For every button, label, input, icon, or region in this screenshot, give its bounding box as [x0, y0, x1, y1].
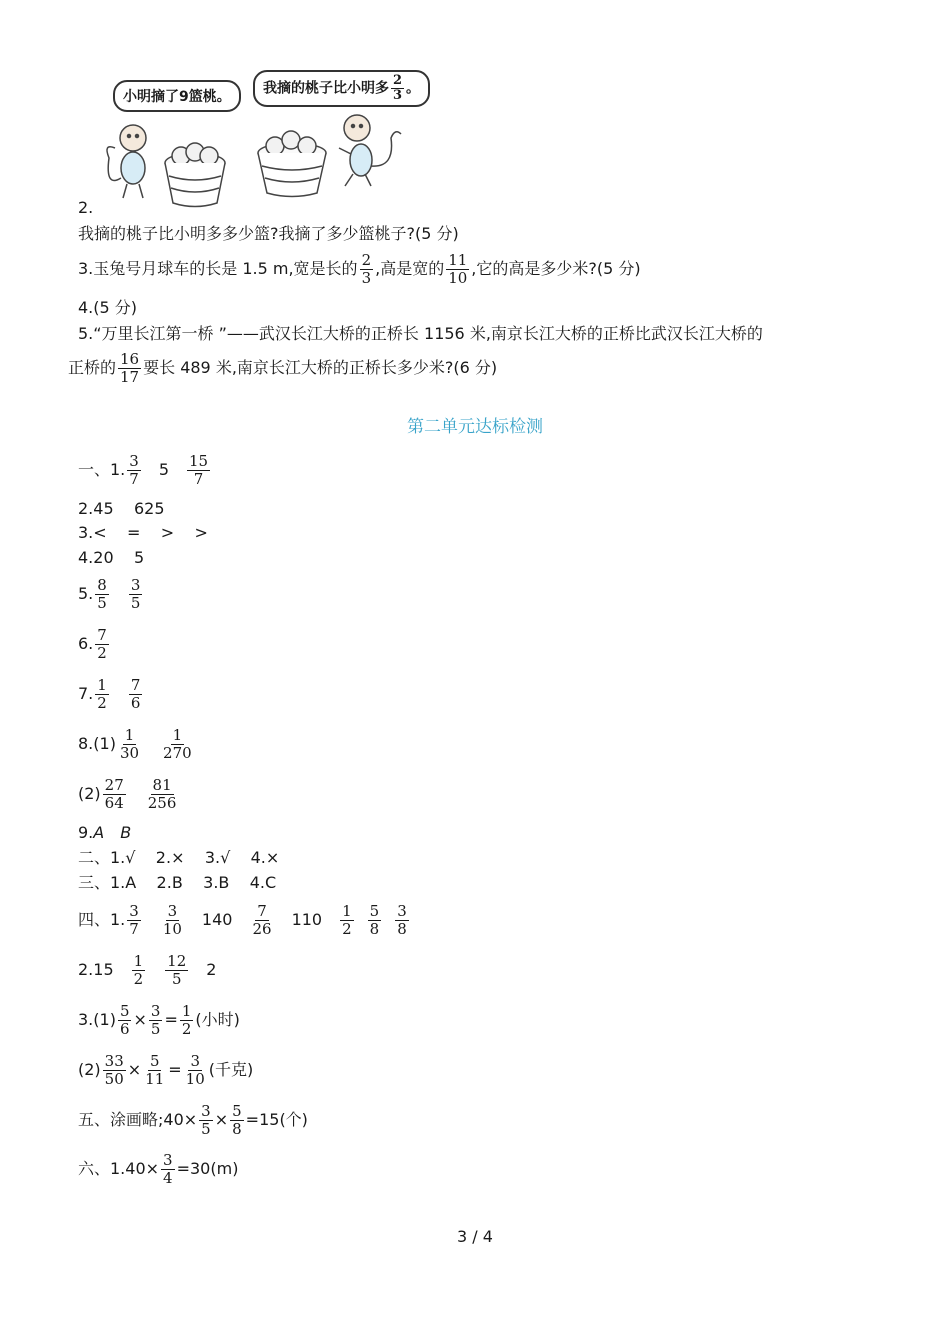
fraction-denominator: 10 — [448, 269, 468, 287]
fraction-numerator: 1 — [97, 676, 107, 694]
fraction-denominator: 6 — [119, 1020, 130, 1038]
fraction — [184, 1053, 207, 1088]
fraction-denominator: 5 — [130, 594, 141, 612]
fraction-denominator: 8 — [397, 920, 407, 938]
fraction-numerator: 5 — [232, 1102, 242, 1120]
fraction-denominator: 5 — [171, 970, 182, 988]
fraction — [103, 1053, 126, 1088]
fraction-denominator: 2 — [97, 644, 107, 662]
fraction-denominator: 5 — [97, 594, 107, 612]
fraction-denominator: 3 — [361, 269, 372, 287]
fraction — [250, 903, 273, 938]
fraction-numerator: 2 — [393, 73, 403, 88]
illustration — [95, 68, 445, 213]
fraction — [143, 1053, 166, 1088]
fraction-numerator: 5 — [369, 902, 380, 920]
answer-row-5: 5. $\frac{8}{5}$ $\frac{3}{5}$ — [78, 576, 141, 612]
answer-row-11: 二、1.√ 2.× 3.√ 4.× — [78, 848, 280, 867]
fraction-numerator: 3 — [190, 1052, 200, 1070]
answer-row-7: 7. $\frac{1}{2}$ $\frac{7}{6}$ — [78, 676, 141, 712]
left-monkey-icon — [107, 125, 146, 198]
right-monkey-icon — [339, 115, 401, 186]
answer-row-17: 五、涂画略;40× $\frac{3}{5}$ × $\frac{5}{8}$ =15(个) — [78, 1102, 308, 1138]
fraction-denominator: 11 — [145, 1070, 165, 1088]
fraction — [360, 252, 374, 287]
fraction-numerator: 1 — [133, 952, 144, 970]
page-number: 3 / 4 — [457, 1227, 493, 1246]
answer-row-15: 3.(1) $\frac{5}{6}$ × $\frac{3}{5}$ = $\frac{1}{2}$ (小时) — [78, 1002, 240, 1038]
answer-row-10: 9.A B — [78, 823, 132, 842]
fraction-denominator: 2 — [342, 920, 352, 938]
fraction-denominator: 64 — [104, 794, 124, 812]
fraction — [129, 677, 143, 712]
fraction — [446, 252, 469, 287]
answer-row-14: 2.15 $\frac{1}{2}$ $\frac{12}{5}$ 2 — [78, 952, 217, 988]
fraction-numerator: 81 — [152, 776, 172, 794]
fraction-denominator: 50 — [104, 1070, 124, 1088]
fraction — [132, 953, 146, 988]
fraction-denominator: 10 — [162, 920, 182, 938]
fraction-denominator: 7 — [129, 920, 139, 938]
fraction — [118, 1003, 132, 1038]
fraction-numerator: 3 — [129, 452, 139, 470]
answer-row-9: (2) $\frac{27}{64}$ $\frac{81}{256}$ — [78, 776, 177, 812]
fraction-denominator: 6 — [130, 694, 141, 712]
fraction-numerator: 3 — [201, 1102, 211, 1120]
fraction-denominator: 7 — [193, 470, 204, 488]
fraction-numerator: 3 — [163, 1151, 173, 1169]
fraction — [199, 1103, 213, 1138]
fraction-numerator: 5 — [119, 1002, 130, 1020]
answer-row-13: 四、1. $\frac{3}{7}$ $\frac{3}{10}$ 140 $\frac{7}{26}$ 110 $\frac{1}{2}$ $\frac{5}{8}$ $\frac{3}{8}$ — [78, 902, 407, 938]
right-basket-icon — [258, 131, 326, 197]
fraction — [161, 1152, 175, 1187]
fraction-numerator: 7 — [257, 902, 267, 920]
question-5-line1: 5.“万里长江第一桥 ”——武汉长江大桥的正桥长 1156 米,南京长江大桥的正桥比武汉长江大桥的 — [78, 324, 763, 343]
fraction — [165, 953, 188, 988]
speech-bubble-monkey: 我摘的桃子比小明多 $\frac{2}{3}$ 。 — [253, 70, 430, 107]
fraction-numerator: 11 — [448, 251, 468, 269]
fraction — [230, 1103, 244, 1138]
speech-bubble-xiaoming: 小明摘了9篮桃。 — [113, 80, 241, 112]
fraction-denominator: 4 — [163, 1169, 173, 1187]
fraction-numerator: 7 — [97, 626, 107, 644]
fraction-denominator: 5 — [150, 1020, 161, 1038]
fraction-numerator: 16 — [120, 350, 140, 368]
fraction-denominator: 10 — [185, 1070, 205, 1088]
fraction-denominator: 5 — [201, 1120, 211, 1138]
fraction — [149, 1003, 163, 1038]
fraction — [95, 627, 109, 662]
fraction-numerator: 1 — [342, 902, 352, 920]
fraction — [395, 903, 409, 938]
fraction-numerator: 12 — [167, 952, 187, 970]
answer-row-6: 6. $\frac{7}{2}$ — [78, 626, 107, 662]
fraction-denominator: 7 — [129, 470, 139, 488]
fraction-denominator: 8 — [232, 1120, 242, 1138]
fraction-denominator: 2 — [133, 970, 144, 988]
fraction — [161, 727, 194, 762]
fraction-denominator: 2 — [181, 1020, 192, 1038]
answer-row-2: 2.45 625 — [78, 499, 165, 518]
fraction-numerator: 1 — [181, 1002, 192, 1020]
fraction — [127, 453, 141, 488]
fraction-numerator: 5 — [149, 1052, 160, 1070]
fraction-numerator: 1 — [124, 726, 135, 744]
fraction — [127, 903, 141, 938]
fraction-denominator: 2 — [97, 694, 107, 712]
fraction — [161, 903, 184, 938]
answer-row-4: 4.20 5 — [78, 548, 145, 567]
question-5-line2: 正桥的 $\frac{16}{17}$ 要长 489 米,南京长江大桥的正桥长多少米?(6 分) — [68, 350, 498, 386]
left-basket-icon — [165, 143, 225, 207]
fraction-denominator: 26 — [252, 920, 272, 938]
fraction-denominator: 8 — [369, 920, 380, 938]
question-4: 4.(5 分) — [78, 298, 138, 317]
fraction — [95, 677, 109, 712]
fraction — [129, 577, 143, 612]
fraction-numerator: 27 — [104, 776, 124, 794]
fraction — [187, 453, 210, 488]
fraction-numerator: 3 — [167, 902, 178, 920]
fraction-denominator: 17 — [120, 368, 140, 386]
fraction-numerator: 7 — [130, 676, 141, 694]
fraction-denominator: 3 — [393, 88, 403, 103]
answer-row-12: 三、1.A 2.B 3.B 4.C — [78, 873, 277, 892]
fraction — [118, 727, 141, 762]
answer-row-1: 一、1. $\frac{3}{7}$ 5 $\frac{15}{7}$ — [78, 452, 209, 488]
answer-row-3: 3.< = > > — [78, 523, 208, 542]
monkeys-and-peach-baskets-illustration — [95, 68, 445, 213]
fraction — [118, 351, 141, 386]
fraction — [103, 777, 126, 812]
fraction-denominator: 256 — [147, 794, 177, 812]
fraction-numerator: 33 — [104, 1052, 124, 1070]
section-title: 第二单元达标检测 — [407, 417, 543, 437]
fraction — [180, 1003, 194, 1038]
fraction-numerator: 3 — [129, 902, 139, 920]
fraction — [340, 903, 354, 938]
fraction-denominator: 30 — [119, 744, 140, 762]
fraction-numerator: 2 — [361, 251, 372, 269]
answer-row-8: 8.(1) $\frac{1}{30}$ $\frac{1}{270}$ — [78, 726, 192, 762]
fraction — [368, 903, 382, 938]
question-2-number: 2. — [78, 198, 94, 217]
answer-row-16: (2) $\frac{33}{50}$ × $\frac{5}{11}$ = $\frac{3}{10}$ (千克) — [78, 1052, 254, 1088]
fraction-numerator: 3 — [150, 1002, 161, 1020]
fraction — [146, 777, 179, 812]
fraction-numerator: 3 — [397, 902, 407, 920]
fraction-numerator: 1 — [172, 726, 183, 744]
question-3: 3.玉兔号月球车的长是 1.5 m,宽是长的 $\frac{2}{3}$ ,高是宽的 $\frac{11}{10}$ ,它的高是多少米?(5 分) — [78, 251, 641, 287]
fraction-numerator: 8 — [97, 576, 107, 594]
fraction-numerator: 3 — [130, 576, 141, 594]
answer-row-18: 六、1.40× $\frac{3}{4}$ =30(m) — [78, 1151, 239, 1187]
fraction — [95, 577, 109, 612]
question-2-text: 我摘的桃子比小明多多少篮?我摘了多少篮桃子?(5 分) — [78, 224, 459, 243]
fraction-denominator: 270 — [163, 744, 192, 762]
fraction-numerator: 15 — [189, 452, 209, 470]
